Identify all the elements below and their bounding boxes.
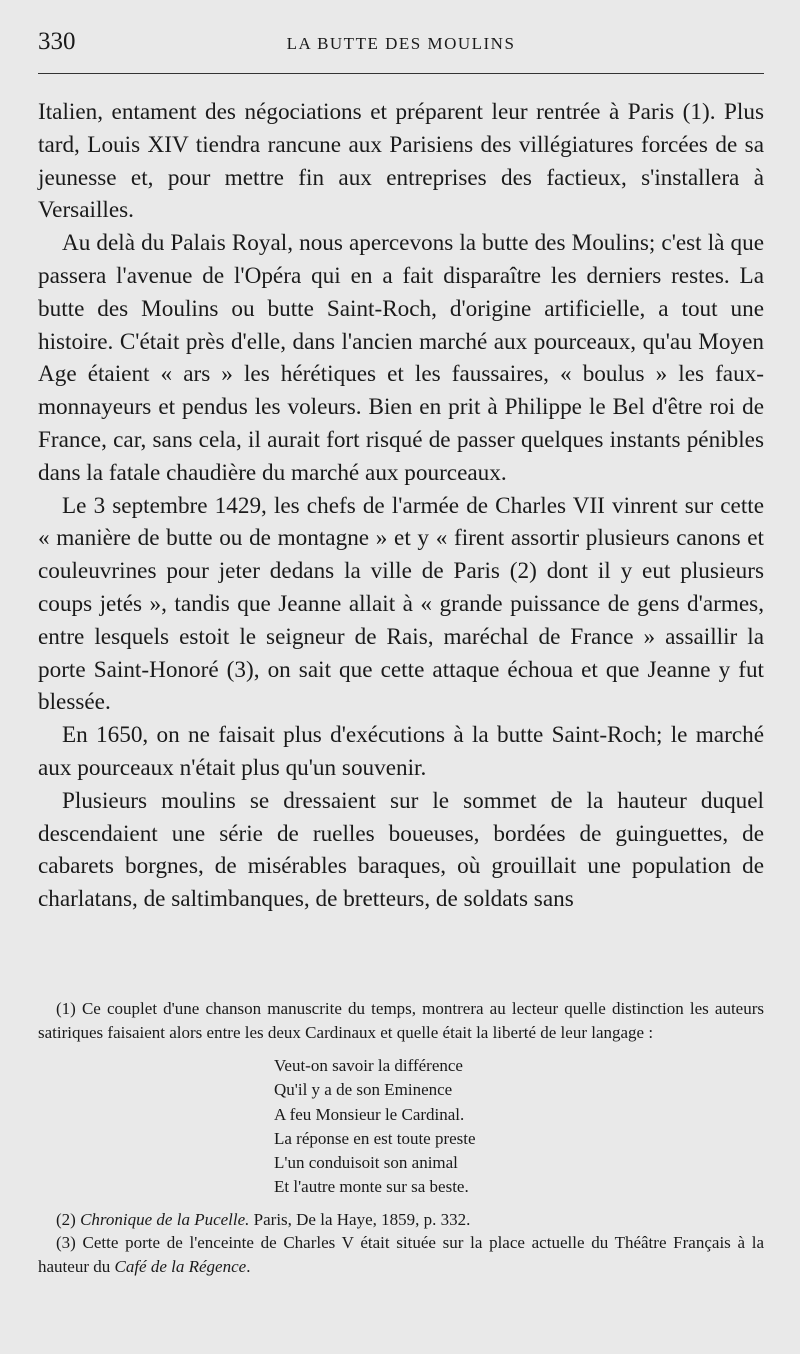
footnote-2-title: Chronique de la Pucelle. [80,1209,250,1229]
paragraph: Plusieurs moulins se dressaient sur le sommet de la hauteur duquel descendaient une série de ruelles boueuses, bordées de guinguettes, de cabarets borgnes, de misérables baraques, où grouillait une population de charlatans, de saltimbanques, de bretteurs, de soldats sans [38,787,764,913]
footnote-2 [38,1208,764,1232]
paragraph: En 1650, on ne faisait plus d'exécutions à la butte Saint-Roch; le marché aux pourceaux n'était plus qu'un souvenir. [38,722,764,781]
paragraph: Le 3 septembre 1429, les chefs de l'armée de Charles VII vinrent sur cette « manière de butte ou de montagne » et y « firent assortir plusieurs canons et couleuvrines pour jeter dedans la ville de Paris (2) dont il y eut plusieurs coups jetés », tandis que Jeanne allait à « grande puissance de gens d'armes, entre lesquels estoit le seigneur de Rais, maréchal de France » assaillir la porte Saint-Honoré (3), on sait que cette attaque échoua et que Jeanne y fut blessée. [38,492,764,716]
footnote-3-italic: Café de la Régence [114,1256,247,1276]
paragraph: Au delà du Palais Royal, nous apercevons la butte des Moulins; c'est là que passera l'avenue de l'Opéra qui en a fait disparaître les derniers restes. La butte des Moulins ou butte Saint-Roch, d'origine artificielle, a tout une histoire. C'était près d'elle, dans l'ancien marché aux pourceaux, qu'au Moyen Age étaient « ars » les hérétiques et les faussaires, « boulus » les faux-monnayeurs et pendus les voleurs. Bien en prit à Philippe le Bel d'être roi de France, car, sans cela, il aurait fort risqué de passer quelques instants pénibles dans la fatale chaudière du marché aux pourceaux. [38,230,764,486]
footnote-3-end: . [246,1256,251,1276]
verse-line: Et l'autre monte sur sa beste. [274,1177,469,1197]
page-number: 330 [38,28,76,55]
verse-line: A feu Monsieur le Cardinal. [274,1104,465,1124]
footnote-1: (1) Ce couplet d'une chanson manuscrite du temps, montrera au lecteur quelle distinction les auteurs satiriques faisaient alors entre les deux Cardinaux et quelle était la liberté de leur langage : [38,999,764,1042]
footnotes [38,997,764,1278]
verse-line: Qu'il y a de son Eminence [274,1080,453,1100]
footnote-3 [38,1231,764,1278]
page-header [38,28,764,68]
verse-line: La réponse en est toute preste [274,1128,476,1148]
running-title: LA BUTTE DES MOULINS [286,34,516,53]
verse-line: Veut-on savoir la différence [274,1056,463,1075]
footnote-3-text: (3) Cette porte de l'enceinte de Charles V était située sur la place actuelle du Théâtre Français à la hauteur du [38,1233,764,1276]
footnote-2-rest: Paris, De la Haye, 1859, p. 332. [253,1209,471,1229]
footnote-verse [274,1054,764,1200]
paragraph: Italien, entament des négociations et préparent leur rentrée à Paris (1). Plus tard, Louis XIV tiendra rancune aux Parisiens des villégiatures forcées de sa jeunesse et, pour mettre fin aux entreprises des factieux, s'installera à Versailles. [38,99,764,224]
footnote-2-number: (2) [56,1209,76,1229]
header-rule [38,73,764,74]
body-text [38,96,764,916]
verse-line: L'un conduisoit son animal [274,1153,458,1173]
